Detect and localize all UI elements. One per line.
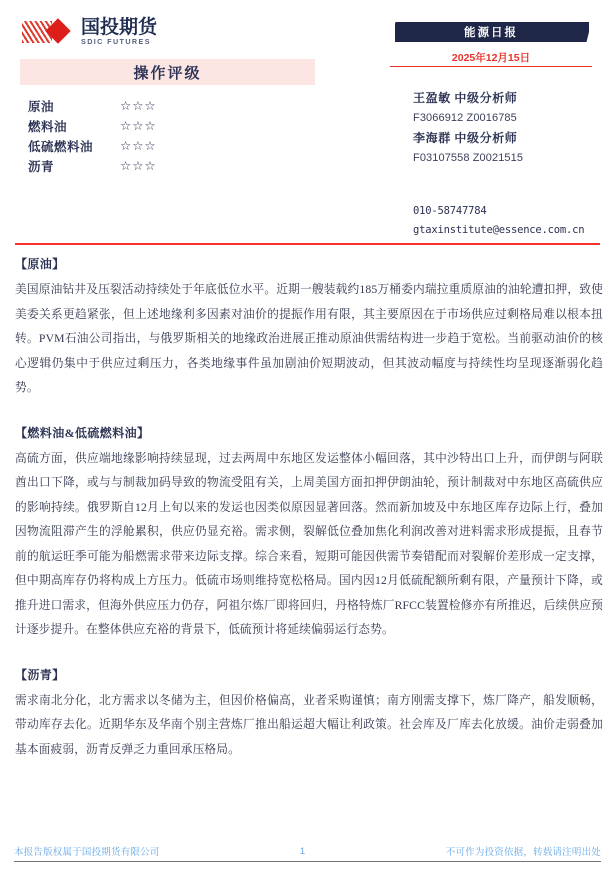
- section-body: 高硫方面，供应端地缘影响持续显现，过去两周中东地区发运整体小幅回落，其中沙特出口上升，而伊朗与阿联酋出口下降，或与与制裁加码导致的物流受阻有关，上周美国方面扣押伊朗油轮，预计制裁对中东地区高硫供应的影响持续。俄罗斯自12月上旬以来的发运也因类似原因显著回落。然而新加坡及中东地区库存边际上行，叠加因物流阻滞产生的浮舱累积，供应仍显充裕。需求侧，裂解低位叠加焦化利润改善对进料需求形成提振，且春节前的航运旺季可能为船燃需求带来边际支撑。综合来看，短期可能因供需节奏错配而对裂解价差形成一定支撑，但中期高库存仍将构成上方压力。低硫市场则维持宽松格局。国内因12月低硫配额所剩有限，产量预计下降，或推升进口需求，但海外供应压力仍存，阿祖尔炼厂即将回归，丹格特炼厂RFCC装置检修亦有所推迟，后续供应预计逐步提升。在整体供应充裕的背景下，低硫预计将延续偏弱运行态势。: [15, 451, 603, 636]
- report-date: 2025年12月15日: [451, 52, 531, 64]
- logo-name-en: SDIC FUTURES: [81, 37, 151, 47]
- section-bitumen: [15, 665, 603, 763]
- company-logo: [22, 17, 157, 47]
- footer-disclaimer: 不可作为投资依据，转载请注明出处: [445, 847, 601, 858]
- rating-product-name: 沥青: [28, 159, 55, 174]
- footer-copyright: 本报告版权属于国投期货有限公司: [14, 847, 160, 858]
- logo-name-cn: 国投期货: [81, 17, 158, 39]
- logo-mark-icon: [22, 19, 76, 45]
- rating-row: [28, 136, 318, 155]
- report-footer: [0, 830, 615, 870]
- rating-stars-icon: ☆☆☆: [120, 158, 157, 173]
- section-body: 需求南北分化，北方需求以冬储为主，但因价格偏高，业者采购谨慎；南方刚需支撑下，炼厂降产，船发顺畅，带动库存去化。近期华东及华南个别主营炼厂推出船运超大幅让利政策。社会库及厂库去化放缓。油价走弱叠加基本面疲弱，沥青反弹乏力重回承压格局。: [15, 693, 603, 756]
- analyst-name: 王盈敏 中级分析师: [413, 91, 518, 105]
- section-fuel-oil: [15, 423, 603, 643]
- contact-phone: 010-58747784: [413, 205, 487, 217]
- rating-stars-icon: ☆☆☆: [120, 118, 157, 133]
- analyst-license-code: F03107558 Z0021515: [413, 152, 524, 164]
- contact-block: [413, 202, 615, 240]
- rating-product-name: 燃料油: [28, 119, 68, 134]
- footer-divider: [14, 861, 601, 862]
- banner-notch-right: [589, 22, 598, 42]
- rating-title-bar: [20, 59, 315, 85]
- footer-row: [14, 844, 601, 858]
- contact-email[interactable]: gtaxinstitute@essence.com.cn: [413, 224, 585, 236]
- banner-notch-left: [386, 22, 395, 42]
- rating-row: [28, 116, 318, 135]
- report-type-banner: [391, 22, 592, 42]
- rating-stars-icon: ☆☆☆: [120, 138, 157, 153]
- section-body: 美国原油钻井及压裂活动持续处于年底低位水平。近期一艘装载约185万桶委内瑞拉重质原油的油轮遭扣押，致使美委关系更趋紧张，但上述地缘利多因素对油价的提振作用有限，其主要原因在于市场供应过剩格局难以根本扭转。PVM石油公司指出，与俄罗斯相关的地缘政治进展正推动原油供需结构进一步趋于宽松。当前驱动油价的核心逻辑仍集中于供应过剩压力，各类地缘事件虽加剧油价短期波动，但其波动幅度与持续性均呈现逐渐弱化趋势。: [15, 283, 603, 394]
- rating-product-name: 低硫燃料油: [28, 139, 94, 154]
- header-divider: [15, 243, 600, 245]
- section-heading: 【原油】: [15, 257, 65, 271]
- report-header: [0, 0, 615, 248]
- rating-row: [28, 156, 318, 175]
- rating-list: [28, 96, 318, 176]
- section-heading: 【燃料油&低硫燃料油】: [15, 425, 150, 440]
- analyst-name: 李海群 中级分析师: [413, 131, 518, 145]
- rating-title: 操作评级: [133, 65, 202, 82]
- analyst-block: [413, 88, 613, 168]
- report-type-label: 能源日报: [464, 27, 518, 39]
- section-crude-oil: [15, 254, 603, 401]
- analyst-license-code: F3066912 Z0016785: [413, 112, 517, 124]
- section-heading: 【沥青】: [15, 667, 65, 682]
- rating-stars-icon: ☆☆☆: [120, 98, 157, 113]
- report-content: [15, 254, 603, 762]
- rating-product-name: 原油: [28, 99, 55, 114]
- footer-page-number: 1: [299, 845, 306, 857]
- report-date-underline: [390, 66, 592, 67]
- logo-text: [81, 18, 157, 45]
- rating-row: [28, 96, 318, 115]
